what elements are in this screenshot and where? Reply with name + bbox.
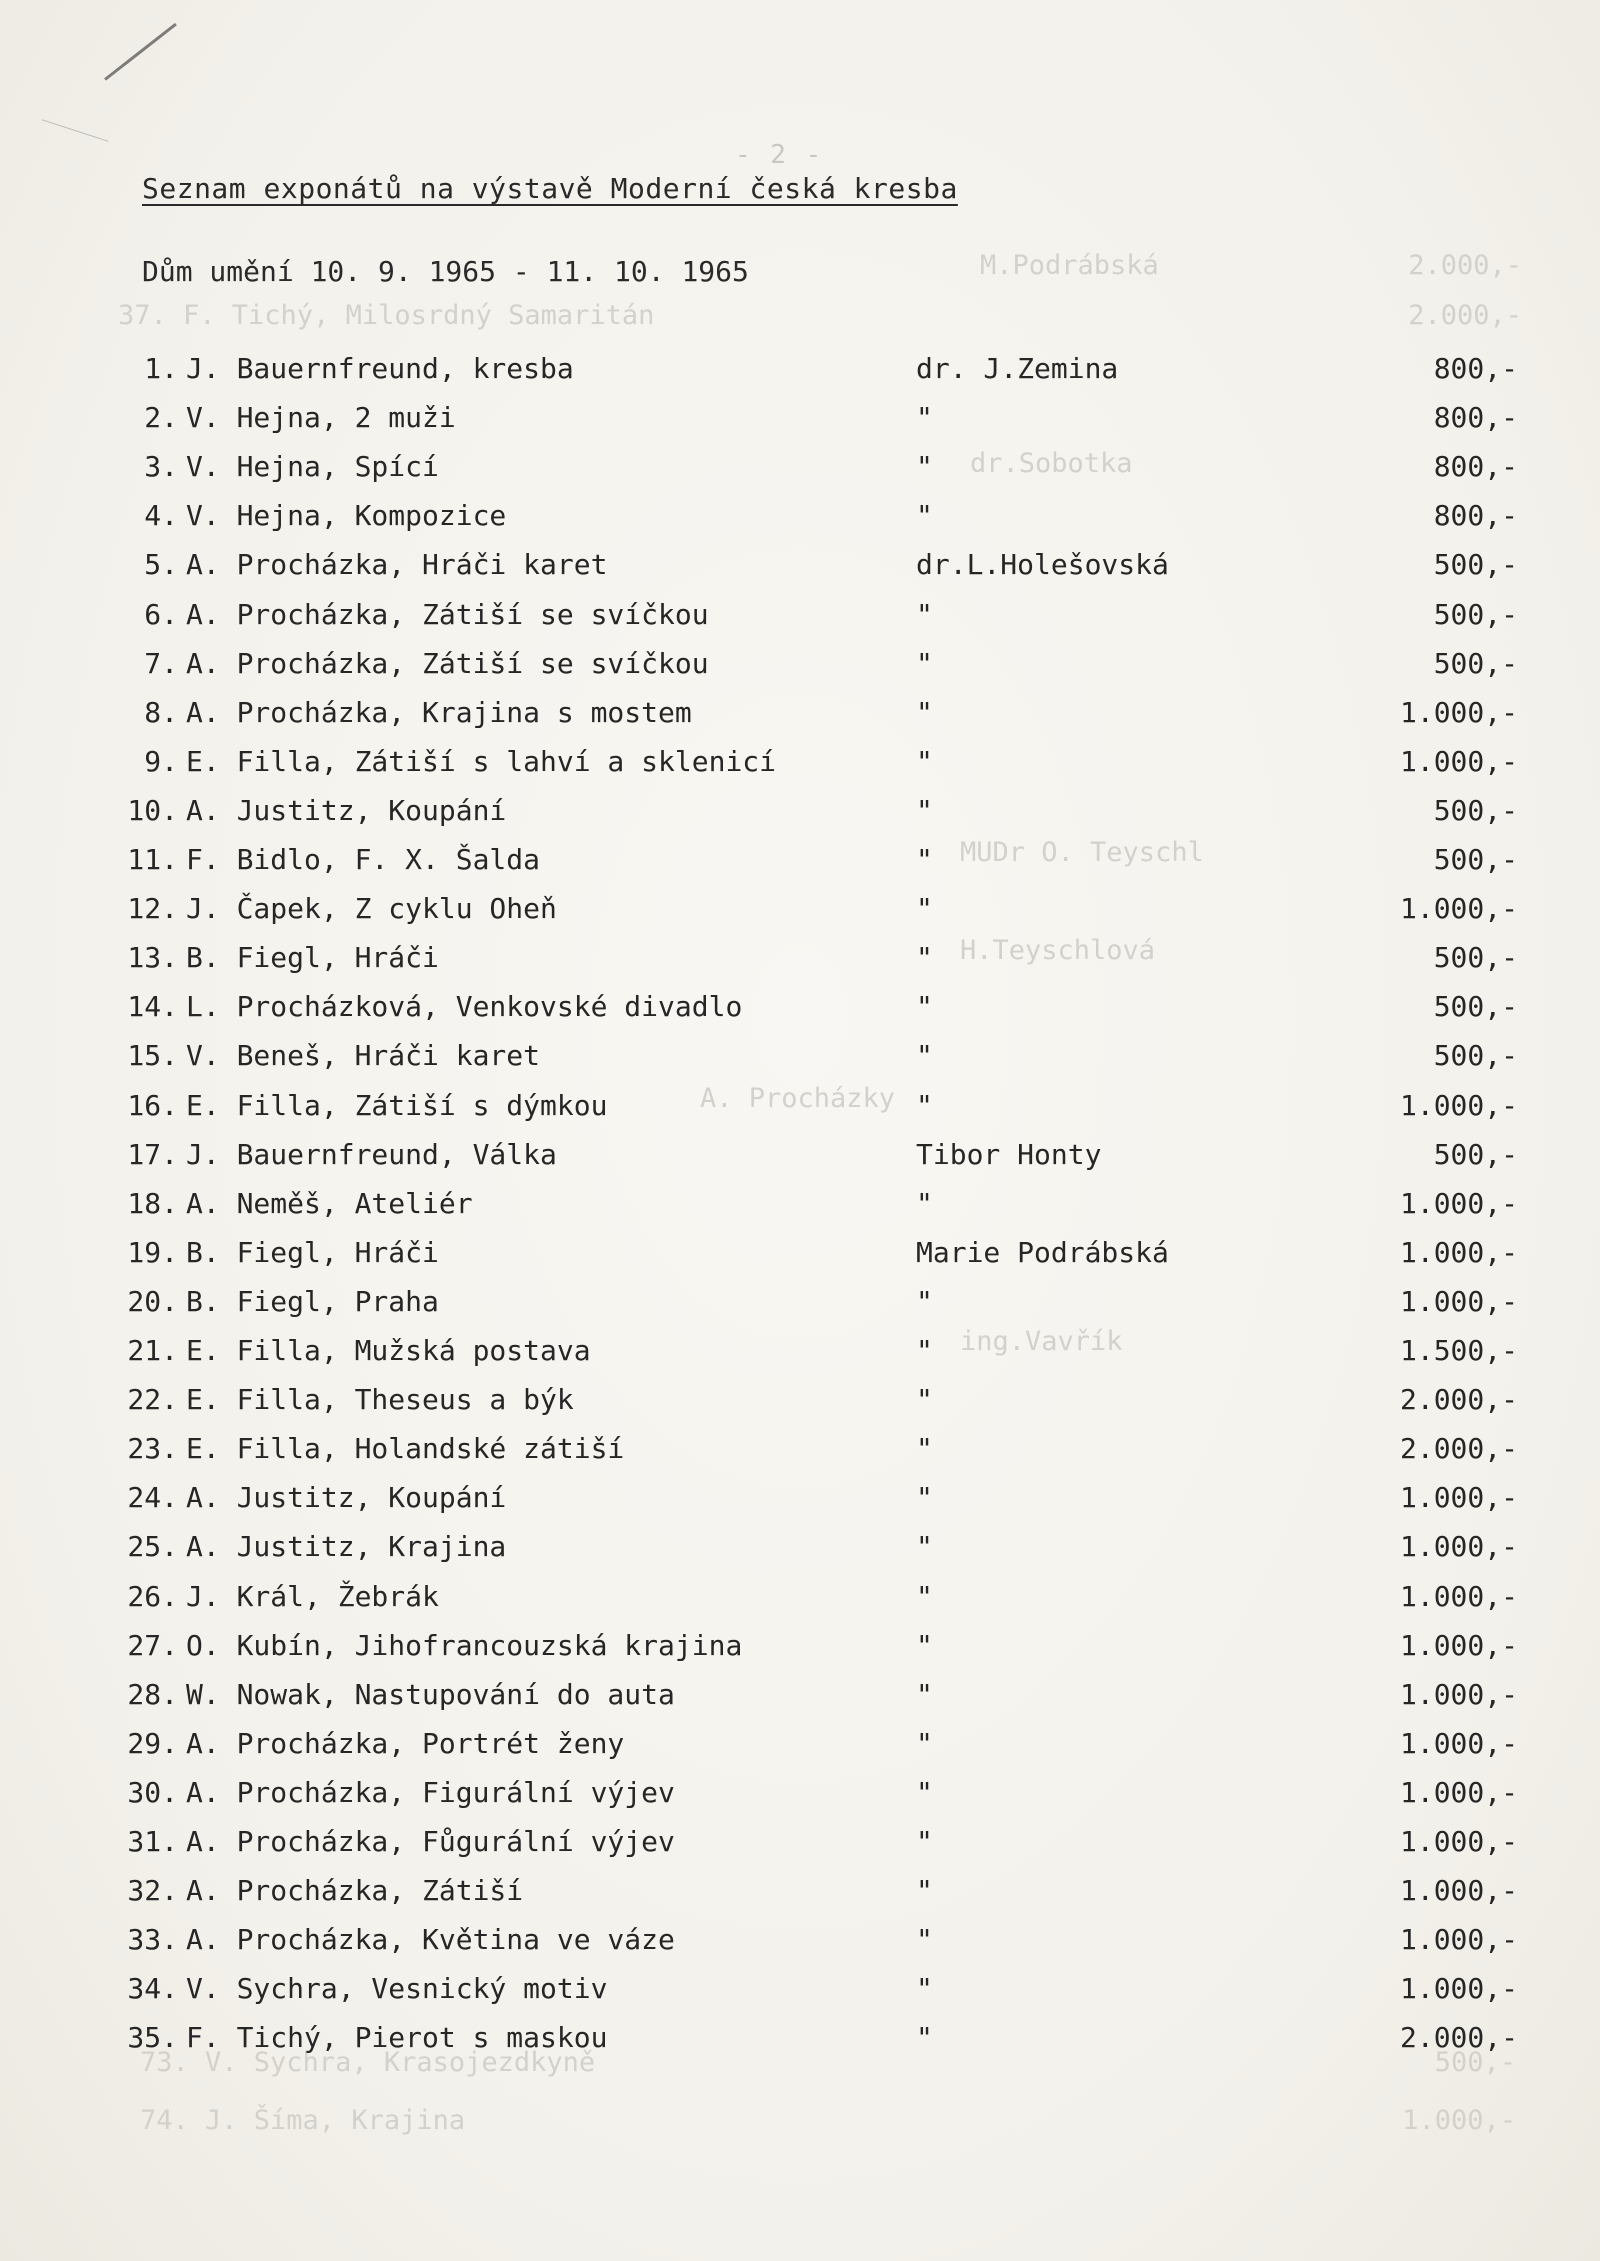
paper-mark <box>42 119 109 142</box>
exhibit-description: B. Fiegl, Praha <box>186 1284 439 1318</box>
list-item <box>0 1776 1600 1825</box>
list-item <box>0 1334 1600 1383</box>
exhibit-price: 1.000,- <box>1399 1775 1518 1809</box>
exhibit-price: 500,- <box>1433 597 1518 631</box>
exhibit-number: 23. <box>127 1432 178 1466</box>
exhibit-number: 13. <box>127 941 178 975</box>
exhibit-description: J. Bauernfreund, Válka <box>186 1137 557 1171</box>
list-item <box>0 401 1600 450</box>
exhibit-number: 28. <box>127 1677 178 1711</box>
exhibit-owner: " <box>916 1432 933 1466</box>
list-item <box>0 1825 1600 1874</box>
list-item <box>0 1481 1600 1530</box>
exhibit-number: 19. <box>127 1235 178 1269</box>
bleed-through-text: H.Teyschlová <box>960 935 1156 966</box>
exhibit-owner: " <box>916 1530 933 1564</box>
list-item <box>0 1727 1600 1776</box>
list-item <box>0 598 1600 647</box>
exhibit-number: 16. <box>127 1088 178 1122</box>
exhibit-price: 1.000,- <box>1399 1088 1518 1122</box>
list-item <box>0 647 1600 696</box>
bleed-through-text: 74. J. Šíma, Krajina <box>140 2105 466 2136</box>
exhibit-description: J. Čapek, Z cyklu Oheň <box>186 892 557 926</box>
list-item <box>0 892 1600 941</box>
exhibit-description: L. Procházková, Venkovské divadlo <box>186 990 743 1024</box>
exhibit-owner: dr.L.Holešovská <box>916 548 1169 582</box>
exhibit-price: 1.000,- <box>1399 1579 1518 1613</box>
exhibit-owner: " <box>916 744 933 778</box>
exhibit-number: 35. <box>127 2021 178 2055</box>
exhibit-number: 10. <box>127 793 178 827</box>
list-item <box>0 941 1600 990</box>
exhibit-description: E. Filla, Zátiší s dýmkou <box>186 1088 608 1122</box>
list-item <box>0 1923 1600 1972</box>
exhibit-price: 1.500,- <box>1399 1334 1518 1367</box>
exhibit-owner: " <box>916 1972 933 2006</box>
page-number: - 2 - <box>735 140 824 170</box>
bleed-through-text: 73. V. Sychra, Krasojezdkyně <box>140 2047 596 2078</box>
exhibit-owner: " <box>916 646 933 680</box>
list-item <box>0 450 1600 499</box>
exhibit-owner: " <box>916 1334 933 1367</box>
exhibit-price: 1.000,- <box>1399 1677 1518 1711</box>
bleed-through-text: 2.000,- <box>1408 250 1522 281</box>
exhibit-description: A. Procházka, Figurální výjev <box>186 1775 675 1809</box>
list-item <box>0 1039 1600 1088</box>
exhibit-number: 25. <box>127 1530 178 1564</box>
bleed-through-text: 37. F. Tichý, Milosrdný Samaritán <box>118 300 655 331</box>
exhibit-number: 4. <box>144 499 178 533</box>
document-title: Seznam exponátů na výstavě Moderní česká kresba <box>142 172 958 205</box>
exhibit-description: A. Procházka, Zátiší <box>186 1874 524 1908</box>
list-item <box>0 1580 1600 1629</box>
exhibit-owner: " <box>916 499 933 533</box>
document-subtitle: Dům umění 10. 9. 1965 - 11. 10. 1965 <box>142 255 749 288</box>
staple-mark <box>104 23 177 81</box>
exhibit-owner: " <box>916 2021 933 2055</box>
exhibit-number: 1. <box>144 352 178 385</box>
exhibit-description: A. Procházka, Hráči karet <box>186 548 608 582</box>
exhibit-price: 1.000,- <box>1399 1284 1518 1318</box>
exhibit-owner: " <box>916 1579 933 1613</box>
exhibit-description: A. Neměš, Ateliér <box>186 1186 473 1220</box>
exhibit-number: 29. <box>127 1726 178 1760</box>
exhibit-price: 500,- <box>1433 793 1518 827</box>
exhibit-description: A. Procházka, Fůgurální výjev <box>186 1825 675 1858</box>
exhibit-number: 11. <box>127 843 178 876</box>
exhibit-number: 17. <box>127 1137 178 1171</box>
exhibit-number: 8. <box>144 695 178 729</box>
exhibit-price: 800,- <box>1433 401 1518 435</box>
exhibit-price: 1.000,- <box>1399 892 1518 926</box>
exhibit-number: 30. <box>127 1775 178 1809</box>
exhibit-number: 14. <box>127 990 178 1024</box>
bleed-through-text: 1.000,- <box>1402 2105 1516 2136</box>
exhibit-number: 6. <box>144 597 178 631</box>
exhibit-description: J. Král, Žebrák <box>186 1579 439 1613</box>
exhibit-owner: " <box>916 1284 933 1318</box>
bleed-through-text: 500,- <box>1434 2047 1516 2078</box>
exhibit-owner: " <box>916 1726 933 1760</box>
exhibit-owner: " <box>916 1775 933 1809</box>
exhibit-price: 500,- <box>1433 941 1518 975</box>
exhibit-description: B. Fiegl, Hráči <box>186 1235 439 1269</box>
list-item <box>0 352 1600 401</box>
exhibit-owner: " <box>916 597 933 631</box>
list-item <box>0 1383 1600 1432</box>
exhibit-price: 500,- <box>1433 843 1518 876</box>
list-item <box>0 1530 1600 1579</box>
list-item <box>0 1236 1600 1285</box>
exhibit-number: 26. <box>127 1579 178 1613</box>
exhibit-price: 1.000,- <box>1399 1923 1518 1957</box>
exhibit-description: A. Procházka, Květina ve váze <box>186 1923 675 1957</box>
exhibit-price: 1.000,- <box>1399 1628 1518 1662</box>
list-item <box>0 1629 1600 1678</box>
exhibit-price: 1.000,- <box>1399 695 1518 729</box>
list-item <box>0 2021 1600 2070</box>
list-item <box>0 843 1600 892</box>
exhibit-number: 3. <box>144 450 178 484</box>
exhibit-price: 2.000,- <box>1399 1432 1518 1466</box>
exhibit-description: A. Justitz, Koupání <box>186 1481 507 1515</box>
list-item <box>0 1138 1600 1187</box>
exhibit-description: F. Bidlo, F. X. Šalda <box>186 843 541 876</box>
exhibit-number: 18. <box>127 1186 178 1220</box>
exhibit-description: V. Hejna, Spící <box>186 450 439 484</box>
exhibit-description: A. Procházka, Krajina s mostem <box>186 695 692 729</box>
exhibit-number: 22. <box>127 1383 178 1417</box>
exhibit-number: 7. <box>144 646 178 680</box>
exhibit-owner: Marie Podrábská <box>916 1235 1169 1269</box>
exhibit-description: V. Beneš, Hráči karet <box>186 1039 541 1073</box>
list-item <box>0 1089 1600 1138</box>
list-item <box>0 745 1600 794</box>
list-item <box>0 696 1600 745</box>
bleed-through-text: 2.000,- <box>1408 300 1522 331</box>
exhibit-owner: " <box>916 941 933 975</box>
exhibit-owner: " <box>916 1039 933 1073</box>
exhibit-price: 800,- <box>1433 499 1518 533</box>
exhibit-price: 500,- <box>1433 1137 1518 1171</box>
exhibit-owner: " <box>916 892 933 926</box>
exhibit-price: 800,- <box>1433 450 1518 484</box>
exhibit-description: E. Filla, Theseus a býk <box>186 1383 574 1417</box>
bleed-through-text: dr.Sobotka <box>970 448 1133 479</box>
exhibit-number: 34. <box>127 1972 178 2006</box>
exhibit-price: 1.000,- <box>1399 1481 1518 1515</box>
exhibit-price: 1.000,- <box>1399 1972 1518 2006</box>
exhibit-number: 21. <box>127 1334 178 1367</box>
exhibit-price: 500,- <box>1433 646 1518 680</box>
exhibit-owner: " <box>916 401 933 435</box>
exhibit-description: A. Procházka, Zátiší se svíčkou <box>186 646 709 680</box>
exhibit-owner: " <box>916 1186 933 1220</box>
exhibit-description: O. Kubín, Jihofrancouzská krajina <box>186 1628 743 1662</box>
list-item <box>0 499 1600 548</box>
exhibit-price: 500,- <box>1433 1039 1518 1073</box>
exhibit-description: A. Procházka, Portrét ženy <box>186 1726 625 1760</box>
exhibit-number: 31. <box>127 1825 178 1858</box>
bleed-through-text: A. Procházky <box>700 1083 896 1114</box>
exhibit-price: 800,- <box>1433 352 1518 385</box>
exhibit-description: A. Procházka, Zátiší se svíčkou <box>186 597 709 631</box>
exhibit-owner: " <box>916 1923 933 1957</box>
exhibit-owner: Tibor Honty <box>916 1137 1102 1171</box>
exhibit-number: 24. <box>127 1481 178 1515</box>
exhibit-owner: " <box>916 843 933 876</box>
exhibit-number: 2. <box>144 401 178 435</box>
list-item <box>0 1432 1600 1481</box>
exhibit-number: 20. <box>127 1284 178 1318</box>
exhibit-owner: " <box>916 1481 933 1515</box>
list-item <box>0 1874 1600 1923</box>
bleed-through-text: ing.Vavřík <box>960 1326 1123 1357</box>
list-item <box>0 548 1600 597</box>
exhibit-price: 2.000,- <box>1399 2021 1518 2055</box>
bleed-through-text: MUDr O. Teyschl <box>960 837 1204 868</box>
exhibit-owner: " <box>916 990 933 1024</box>
exhibit-price: 1.000,- <box>1399 1235 1518 1269</box>
exhibit-description: J. Bauernfreund, kresba <box>186 352 574 385</box>
exhibit-number: 5. <box>144 548 178 582</box>
exhibit-number: 15. <box>127 1039 178 1073</box>
exhibit-owner: " <box>916 695 933 729</box>
list-item <box>0 990 1600 1039</box>
exhibit-description: E. Filla, Zátiší s lahví a sklenicí <box>186 744 777 778</box>
exhibit-owner: " <box>916 1874 933 1908</box>
exhibit-description: B. Fiegl, Hráči <box>186 941 439 975</box>
exhibit-description: V. Hejna, Kompozice <box>186 499 507 533</box>
exhibit-description: E. Filla, Holandské zátiší <box>186 1432 625 1466</box>
exhibit-price: 2.000,- <box>1399 1383 1518 1417</box>
list-item <box>0 1285 1600 1334</box>
exhibit-owner: " <box>916 793 933 827</box>
exhibit-number: 32. <box>127 1874 178 1908</box>
exhibit-number: 12. <box>127 892 178 926</box>
exhibit-owner: " <box>916 1677 933 1711</box>
exhibit-price: 1.000,- <box>1399 1530 1518 1564</box>
exhibit-price: 500,- <box>1433 990 1518 1024</box>
exhibit-description: F. Tichý, Pierot s maskou <box>186 2021 608 2055</box>
exhibit-owner: dr. J.Zemina <box>916 352 1119 385</box>
exhibit-price: 500,- <box>1433 548 1518 582</box>
exhibit-description: A. Justitz, Koupání <box>186 793 507 827</box>
exhibit-price: 1.000,- <box>1399 1825 1518 1858</box>
exhibit-description: A. Justitz, Krajina <box>186 1530 507 1564</box>
exhibit-owner: " <box>916 1088 933 1122</box>
exhibit-number: 9. <box>144 744 178 778</box>
exhibit-price: 1.000,- <box>1399 1874 1518 1908</box>
exhibit-description: V. Hejna, 2 muži <box>186 401 456 435</box>
list-item <box>0 1972 1600 2021</box>
exhibit-description: W. Nowak, Nastupování do auta <box>186 1677 675 1711</box>
exhibit-description: V. Sychra, Vesnický motiv <box>186 1972 608 2006</box>
list-item <box>0 1678 1600 1727</box>
exhibit-number: 33. <box>127 1923 178 1957</box>
exhibit-owner: " <box>916 1825 933 1858</box>
exhibit-owner: " <box>916 1383 933 1417</box>
exhibit-price: 1.000,- <box>1399 744 1518 778</box>
exhibit-price: 1.000,- <box>1399 1726 1518 1760</box>
exhibit-price: 1.000,- <box>1399 1186 1518 1220</box>
exhibit-owner: " <box>916 1628 933 1662</box>
list-item <box>0 794 1600 843</box>
bleed-through-text: M.Podrábská <box>980 250 1159 281</box>
exhibit-owner: " <box>916 450 933 484</box>
list-item <box>0 1187 1600 1236</box>
exhibit-number: 27. <box>127 1628 178 1662</box>
exhibit-description: E. Filla, Mužská postava <box>186 1334 591 1367</box>
